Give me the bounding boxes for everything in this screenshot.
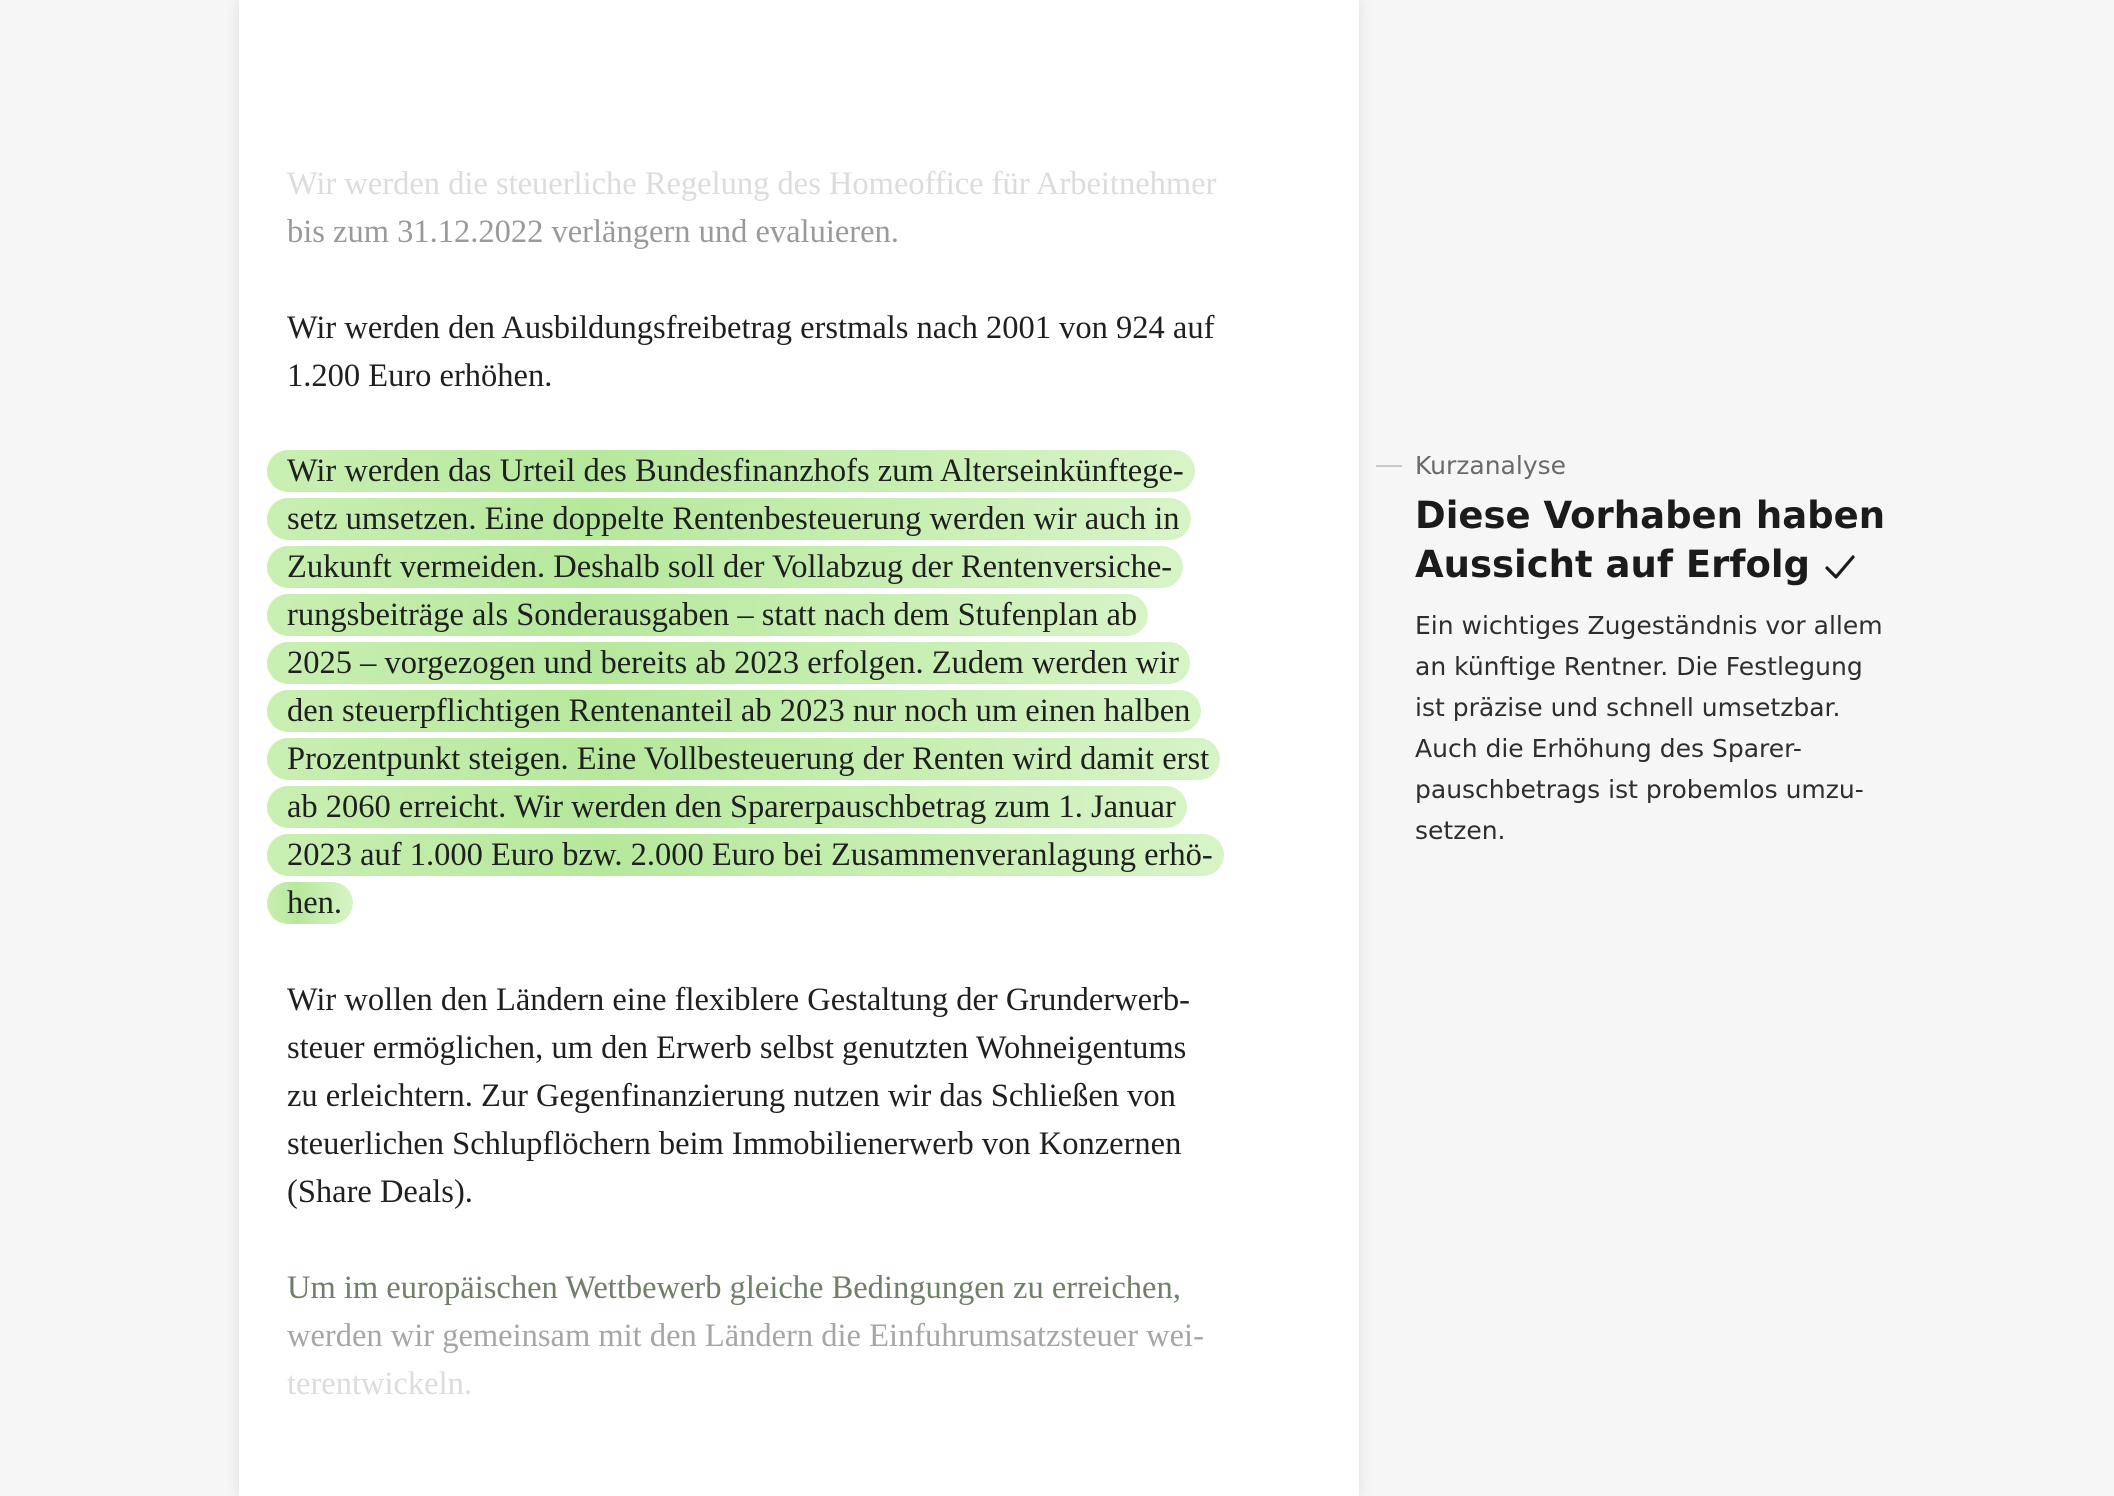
paragraph-grunderwerbsteuer — [287, 976, 1307, 1216]
paragraph-line: steuer ermöglichen, um den Erwerb selbst genutzten Wohneigentums — [287, 1030, 1187, 1066]
highlight-mark: setz umsetzen. Eine doppelte Rentenbesteuerung werden wir auch in — [267, 498, 1191, 540]
highlighted-line — [287, 591, 1307, 639]
highlighted-line — [287, 495, 1307, 543]
highlight-mark: 2023 auf 1.000 Euro bzw. 2.000 Euro bei Zusammenveranlagung erhö- — [267, 834, 1224, 876]
paragraph-line: 1.200 Euro erhöhen. — [287, 358, 553, 394]
paragraph-homeoffice — [287, 160, 1307, 256]
highlight-mark: Zukunft vermeiden. Deshalb soll der Vollabzug der Rentenversiche- — [267, 546, 1183, 588]
annotation-title-line: Diese Vorhaben haben — [1415, 494, 1886, 537]
annotation-label: Kurzanalyse — [1415, 451, 1567, 480]
paragraph-line: Wir werden die steuerliche Regelung des Homeoffice für Arbeitnehmer — [287, 166, 1217, 202]
highlighted-line — [287, 831, 1307, 879]
highlight-mark: hen. — [267, 882, 353, 924]
highlighted-line — [287, 783, 1307, 831]
paragraph-line: bis zum 31.12.2022 verlängern und evaluieren. — [287, 214, 899, 250]
paragraph-line: Wir werden den Ausbildungsfreibetrag erstmals nach 2001 von 924 auf — [287, 310, 1215, 346]
highlighted-line — [287, 735, 1307, 783]
highlight-mark: Prozentpunkt steigen. Eine Vollbesteuerung der Renten wird damit erst — [267, 738, 1220, 780]
highlight-mark: 2025 – vorgezogen und bereits ab 2023 erfolgen. Zudem werden wir — [267, 642, 1190, 684]
highlight-mark: den steuerpflichtigen Rentenanteil ab 2023 nur noch um einen halben — [267, 690, 1201, 732]
highlighted-line — [287, 639, 1307, 687]
annotation-body-line: setzen. — [1415, 816, 1506, 845]
highlighted-line — [287, 687, 1307, 735]
highlight-mark: rungsbeiträge als Sonderausgaben – statt nach dem Stufenplan ab — [267, 594, 1148, 636]
checkmark-icon — [1824, 544, 1856, 593]
paragraph-line: zu erleichtern. Zur Gegenfinanzierung nutzen wir das Schließen von — [287, 1078, 1176, 1114]
annotation-title-line — [1415, 540, 1975, 589]
annotation-body-line: ist präzise und schnell umsetzbar. — [1415, 693, 1841, 722]
highlight-mark: ab 2060 erreicht. Wir werden den Sparerpauschbetrag zum 1. Januar — [267, 786, 1187, 828]
paragraph-ausbildungsfreibetrag — [287, 304, 1307, 400]
paragraph-line: steuerlichen Schlupflöchern beim Immobilienerwerb von Konzernen — [287, 1126, 1182, 1162]
annotation-body-line: Auch die Erhöhung des Sparer- — [1415, 734, 1802, 763]
paragraph-line: Wir wollen den Ländern eine flexiblere Gestaltung der Grunderwerb- — [287, 982, 1190, 1018]
paragraph-line: werden wir gemeinsam mit den Ländern die Einfuhrumsatzsteuer wei- — [287, 1318, 1204, 1354]
highlighted-line — [287, 543, 1307, 591]
annotation-body-line: Ein wichtiges Zugeständnis vor allem — [1415, 611, 1883, 640]
highlighted-paragraph-renten[interactable] — [287, 447, 1307, 927]
paragraph-einfuhrumsatzsteuer — [287, 1264, 1307, 1408]
paragraph-line: (Share Deals). — [287, 1174, 473, 1210]
annotation-body — [1415, 605, 1975, 851]
paragraph-line: terentwickeln. — [287, 1366, 472, 1402]
annotation-body-line: pauschbetrags ist probemlos umzu- — [1415, 775, 1864, 804]
annotation-title — [1415, 491, 1975, 589]
paragraph-line: Um im europäischen Wettbewerb gleiche Bedingungen zu erreichen, — [287, 1270, 1181, 1306]
highlight-mark: Wir werden das Urteil des Bundesfinanzhofs zum Alterseinkünftege- — [267, 450, 1195, 492]
annotation-title-text: Aussicht auf Erfolg — [1415, 543, 1811, 586]
highlighted-line — [287, 447, 1307, 495]
annotation-connector-line — [1376, 465, 1402, 467]
highlighted-line — [287, 879, 1307, 927]
annotation-body-line: an künftige Rentner. Die Festlegung — [1415, 652, 1863, 681]
